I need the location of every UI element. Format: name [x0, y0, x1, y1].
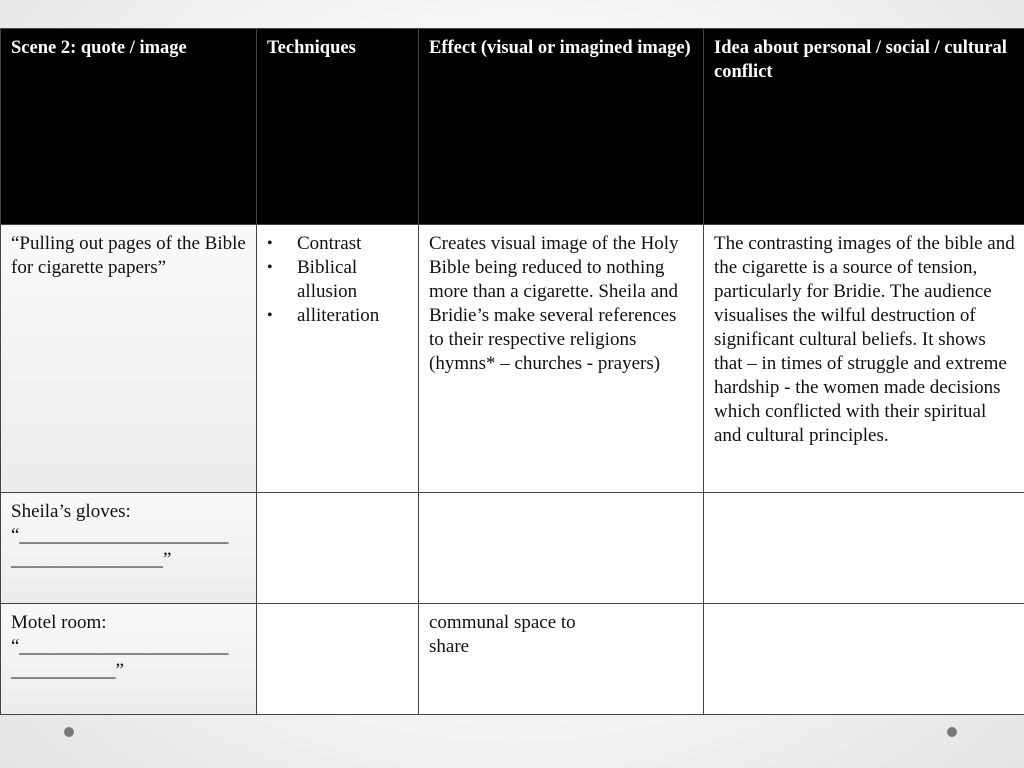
header-quote: Scene 2: quote / image — [1, 29, 257, 225]
cell-quote: “Pulling out pages of the Bible for cigarette papers” — [1, 225, 257, 493]
header-row — [1, 29, 1024, 225]
list-item: • Biblical allusion — [297, 256, 410, 304]
blank-line: ___________” — [11, 660, 124, 681]
cell-idea — [704, 604, 1024, 715]
blank-line: “______________________ — [11, 636, 229, 657]
row-label: Sheila’s gloves: — [11, 501, 131, 522]
cell-techniques — [257, 225, 419, 493]
cell-quote — [1, 604, 257, 715]
list-item: • alliteration — [297, 304, 410, 328]
cell-techniques — [257, 604, 419, 715]
table-row — [1, 493, 1024, 604]
analysis-table — [0, 28, 1024, 715]
list-item: • Contrast — [297, 232, 410, 256]
cell-effect — [419, 493, 704, 604]
decorative-dot — [947, 727, 957, 737]
cell-techniques — [257, 493, 419, 604]
blank-line: ________________” — [11, 549, 172, 570]
cell-quote — [1, 493, 257, 604]
techniques-list — [267, 232, 410, 328]
effect-text: share — [429, 636, 470, 657]
effect-text: communal space to — [429, 612, 576, 633]
header-effect: Effect (visual or imagined image) — [419, 29, 704, 225]
cell-effect — [419, 604, 704, 715]
header-techniques: Techniques — [257, 29, 419, 225]
decorative-dot — [64, 727, 74, 737]
cell-idea — [704, 493, 1024, 604]
header-idea: Idea about personal / social / cultural conflict — [704, 29, 1024, 225]
cell-idea: The contrasting images of the bible and the cigarette is a source of tension, particularly for Bridie. The audience visualises the wilful destruction of significant cultural beliefs. It shows that – in times of struggle and extreme hardship - the women made decisions which conflicted with their spiritual and cultural principles. — [704, 225, 1024, 493]
cell-effect: Creates visual image of the Holy Bible being reduced to nothing more than a cigarette. Sheila and Bridie’s make several references to their respective religions (hymns* – churches - prayers) — [419, 225, 704, 493]
blank-line: “______________________ — [11, 525, 229, 546]
table-row — [1, 604, 1024, 715]
table-row — [1, 225, 1024, 493]
row-label: Motel room: — [11, 612, 107, 633]
